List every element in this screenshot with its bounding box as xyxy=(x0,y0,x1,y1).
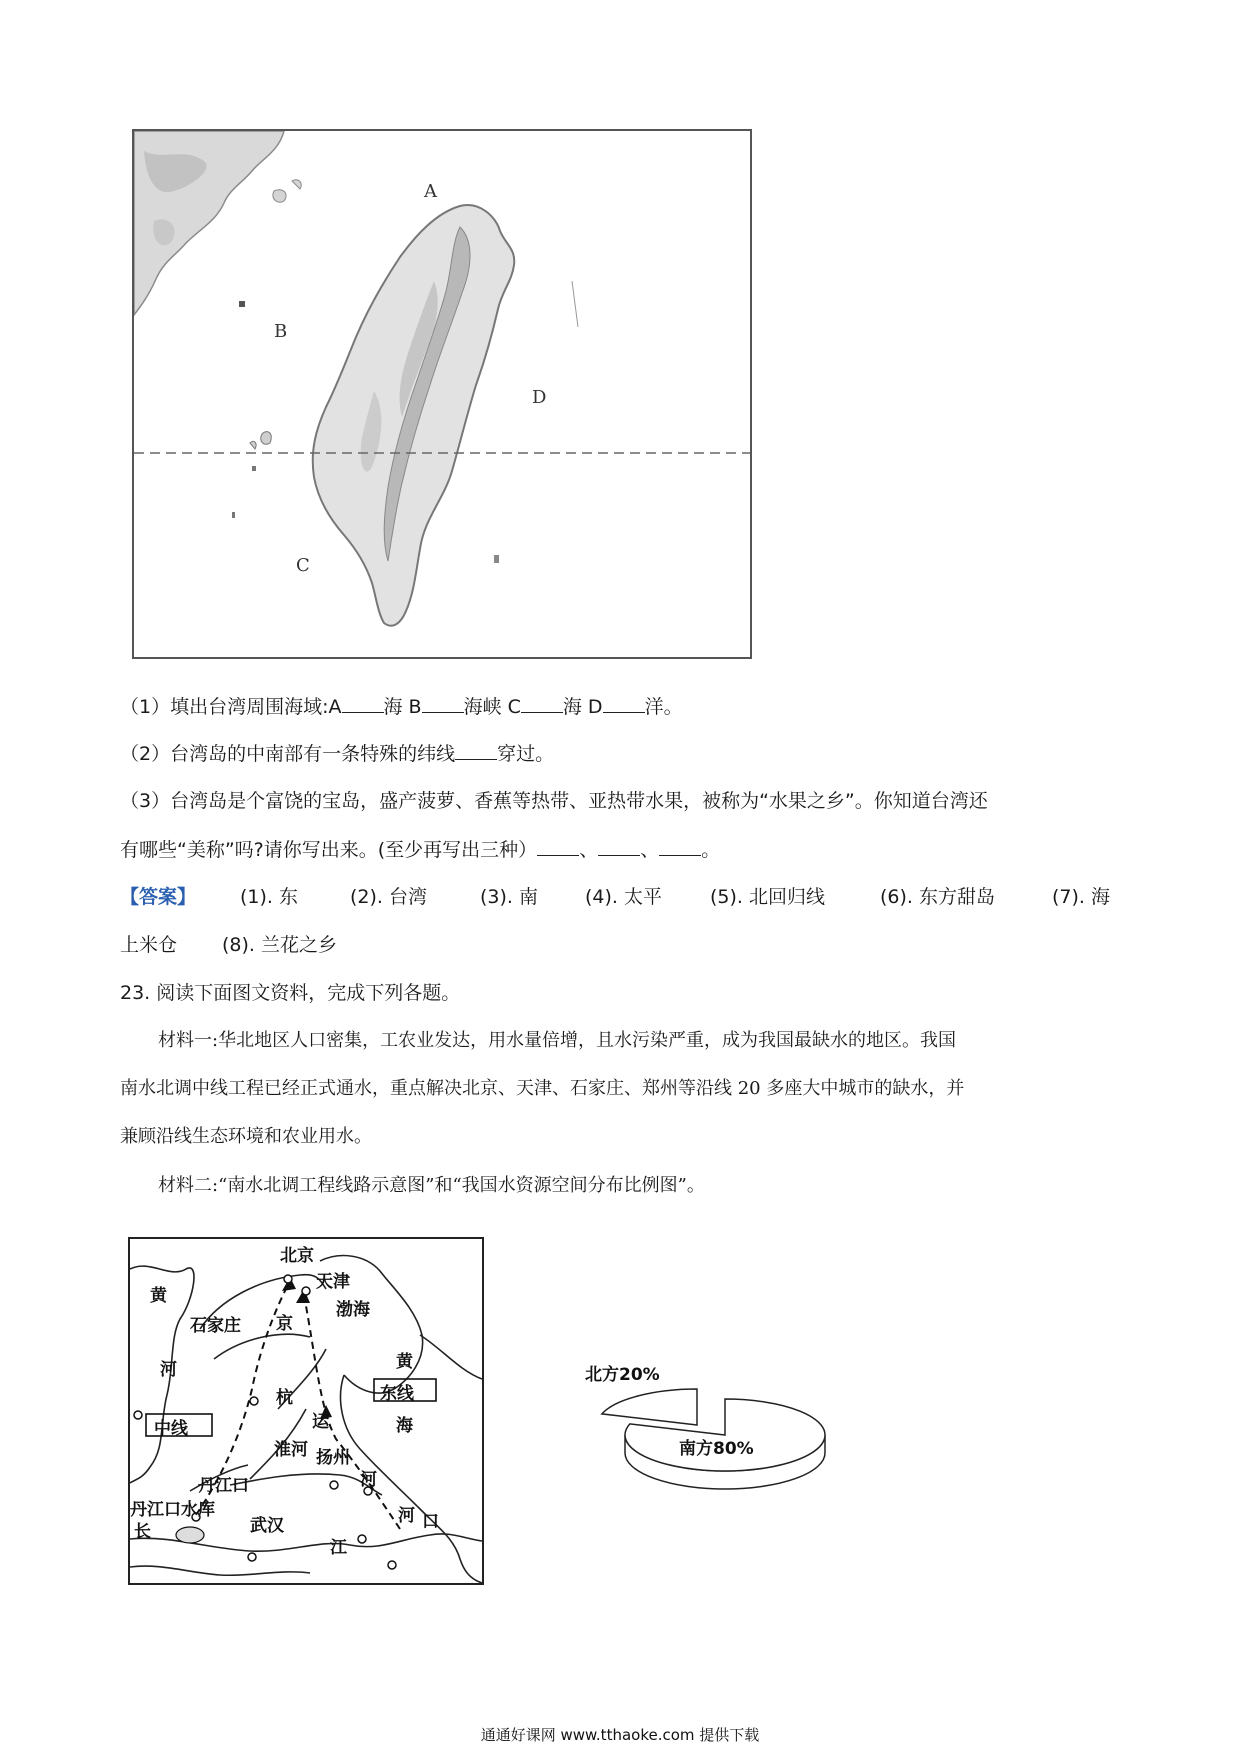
city-yangzhou: 扬州 xyxy=(316,1448,350,1468)
water-resource-pie-chart xyxy=(575,1360,855,1510)
label-hang: 杭 xyxy=(276,1388,293,1408)
question-3-prefix: 有哪些“美称”吗?请你写出来。(至少再写出三种） xyxy=(120,839,538,861)
question-2-suffix: 穿过。 xyxy=(497,743,555,765)
question-1-part: 海 B xyxy=(383,696,422,718)
pie-slice-北方 xyxy=(602,1389,697,1425)
city-danjiangkou: 丹江口 xyxy=(198,1476,249,1496)
taiwan-map-drawing xyxy=(134,131,750,657)
answer-item: (8). 兰花之乡 xyxy=(222,934,337,956)
city-wuhan: 武汉 xyxy=(250,1516,284,1536)
label-yellow-sea-1: 黄 xyxy=(396,1352,413,1372)
answer-item: (2). 台湾 xyxy=(350,886,427,908)
question-2 xyxy=(120,741,554,766)
separator: 、 xyxy=(640,839,660,861)
question-1 xyxy=(120,694,683,719)
question-1-part: 海 D xyxy=(562,696,603,718)
answer-item: (1). 东 xyxy=(240,886,298,908)
answer-tag: 【答案】 xyxy=(120,886,197,908)
answer-blank[interactable] xyxy=(537,837,579,856)
sea-label-c: C xyxy=(296,555,310,576)
answer-item: 上米仓 xyxy=(120,934,178,956)
sea-bohai: 渤海 xyxy=(336,1300,370,1320)
label-kou: 口 xyxy=(422,1512,439,1532)
material-1-line: 兼顾沿线生态环境和农业用水。 xyxy=(120,1126,372,1147)
material-1-line: 材料一:华北地区人口密集，工农业发达，用水量倍增，且水污染严重，成为我国最缺水的地区。我国 xyxy=(158,1030,957,1051)
pie-label-south: 南方80% xyxy=(679,1439,754,1459)
answer-blank[interactable] xyxy=(422,694,464,713)
answer-item: (3). 南 xyxy=(480,886,538,908)
answer-item: (7). 海 xyxy=(1052,886,1110,908)
city-beijing: 北京 xyxy=(280,1246,314,1266)
question-3-line-1: （3）台湾岛是个富饶的宝岛，盛产菠萝、香蕉等热带、亚热带水果，被称为“水果之乡”。你知道台湾还 xyxy=(120,790,988,812)
answer-blank[interactable] xyxy=(603,694,645,713)
page-footer: 通通好课网 www.tthaoke.com 提供下载 xyxy=(480,1726,760,1744)
label-he-mouth: 河 xyxy=(398,1506,415,1526)
label-jiang: 江 xyxy=(330,1538,347,1558)
answer-item: (4). 太平 xyxy=(585,886,662,908)
sea-label-b: B xyxy=(274,321,288,342)
answer-item: (5). 北回归线 xyxy=(710,886,825,908)
label-yun: 运 xyxy=(312,1412,329,1432)
sea-label-d: D xyxy=(532,387,547,408)
answer-blank[interactable] xyxy=(521,694,563,713)
label-he-canal: 河 xyxy=(360,1470,377,1490)
answer-item: (6). 东方甜岛 xyxy=(880,886,995,908)
pie-label-north: 北方20% xyxy=(585,1365,660,1385)
label-east-route: 东线 xyxy=(380,1384,414,1404)
label-jing: 京 xyxy=(276,1314,293,1334)
sea-label-a: A xyxy=(424,181,437,202)
answer-blank[interactable] xyxy=(455,741,497,760)
period: 。 xyxy=(701,839,721,861)
label-danjiangkou-reservoir: 丹江口水库 xyxy=(130,1500,215,1520)
label-yellow-sea-2: 海 xyxy=(396,1416,413,1436)
question-23-title: 23. 阅读下面图文资料，完成下列各题。 xyxy=(120,982,461,1004)
label-chang: 长 xyxy=(134,1522,151,1542)
label-huaihe: 淮河 xyxy=(274,1440,308,1460)
city-tianjin: 天津 xyxy=(316,1272,350,1292)
material-1-line: 南水北调中线工程已经正式通水，重点解决北京、天津、石家庄、郑州等沿线 20 多座大中城市的缺水，并 xyxy=(120,1078,965,1099)
question-2-prefix: （2）台湾岛的中南部有一条特殊的纬线 xyxy=(120,743,456,765)
label-middle-route: 中线 xyxy=(154,1419,188,1439)
water-transfer-route-map xyxy=(128,1237,484,1585)
city-shijiazhuang: 石家庄 xyxy=(190,1316,241,1336)
label-huang: 黄 xyxy=(150,1286,167,1306)
material-2-line: 材料二:“南水北调工程线路示意图”和“我国水资源空间分布比例图”。 xyxy=(158,1175,705,1196)
taiwan-map xyxy=(132,129,752,659)
answer-blank[interactable] xyxy=(659,837,701,856)
question-1-prefix: （1）填出台湾周围海域:A xyxy=(120,696,342,718)
question-1-part: 洋。 xyxy=(644,696,683,718)
label-he: 河 xyxy=(160,1360,177,1380)
question-1-part: 海峡 C xyxy=(463,696,521,718)
answer-blank[interactable] xyxy=(342,694,384,713)
answer-blank[interactable] xyxy=(598,837,640,856)
question-3-line-2 xyxy=(120,837,720,862)
separator: 、 xyxy=(579,839,599,861)
